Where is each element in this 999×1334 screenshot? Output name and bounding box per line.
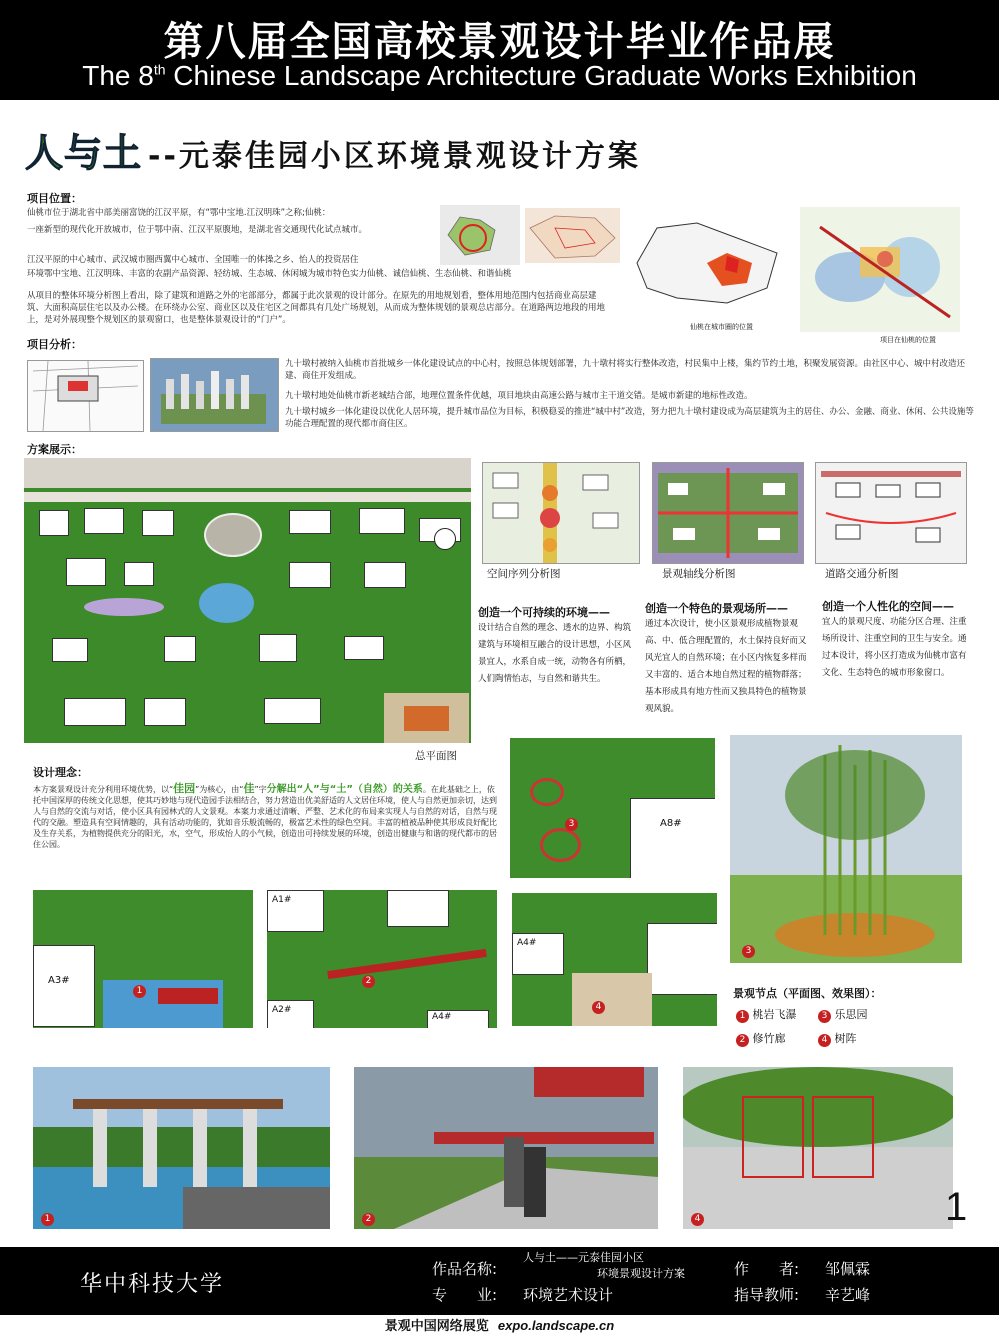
node2-plan-image: A1# A2# A4# 2 — [267, 890, 497, 1028]
waterfall-rendering: 1 — [33, 1067, 330, 1229]
spatial-sequence-diagram — [482, 462, 640, 564]
concept-heading: 设计理念： — [33, 766, 88, 779]
advisor-label: 指导教师: — [734, 1286, 800, 1304]
diag2-caption: 景观轴线分析图 — [662, 568, 736, 580]
aerial-rendering-thumbnail — [150, 358, 279, 432]
master-plan-image — [24, 458, 471, 743]
work-name-line1: 人与土——元泰佳园小区 — [523, 1251, 644, 1264]
concept-col3-title: 创造一个人性化的空间—— — [822, 600, 954, 613]
concept-col3-body: 宜人的景观尺度、功能分区合理、注重场所设计、注重空间的卫生与安全。通过本设计，将小区打造成为仙桃市富有文化、生态特色的城市形象窗口。 — [822, 617, 967, 678]
location-p1: 仙桃市位于湖北省中部美丽富饶的江汉平原，有“鄂中宝地.江汉明珠”之称;仙桃： — [27, 208, 331, 218]
analysis-p2: 九十墩村地处仙桃市新老城结合部，地理位置条件优越，项目地块由高速公路与城市主干道交错。是城市新建的地标性改造。 — [285, 391, 753, 401]
node-item-3: 3 乐思园 — [818, 1006, 868, 1023]
major-value: 环境艺术设计 — [523, 1286, 614, 1304]
node3-plan-image: A8# 3 — [510, 738, 715, 878]
university-name: 华中科技大学 — [80, 1272, 225, 1297]
tree-array-rendering: 4 — [683, 1067, 953, 1229]
advisor-name: 辛艺峰 — [825, 1286, 871, 1304]
concept-col1-body: 设计结合自然的理念、透水的边界、构筑建筑与环境相互融合的设计思想，小区风景宜人，水系自成一统，动物各有所栖，人们陶情怡志，与自然和谐共生。 — [478, 623, 632, 684]
project-title — [25, 122, 641, 175]
major-label: 专 业: — [432, 1286, 498, 1304]
expo-url[interactable]: expo.landscape.cn — [497, 1318, 615, 1333]
location-p5: 从项目的整体环境分析图上看出，除了建筑和道路之外的宅部部分，都属于此次景观的设计部分。在原先的用地规划看，整体用地范围内包括商业高层建筑、大面积高层住宅以及办公楼。在环绕办公室、商业区以及住宅区之间都具有几处广场规划，从而成为整体规划的景观总店部分。在道路两边地段的用地上，是对外展现整个规划区的景观窗口，也是整体景观设计的“门户”。 — [27, 291, 606, 325]
scheme-heading: 方案展示： — [27, 443, 82, 456]
exhibition-title-en: The 8th Chinese Landscape Architecture Graduate Works Exhibition — [82, 60, 917, 91]
project-in-xiantao-map — [800, 207, 960, 332]
location-p4: 环境鄂中宝地、江汉明珠、丰富的农副产品资源、轻纺城、生态城、休闲城为城市特色实力仙桃、诚信仙桃、生态仙桃、和谐仙桃 — [27, 269, 512, 279]
diag3-caption: 道路交通分析图 — [825, 568, 899, 580]
location-heading: 项目位置： — [27, 192, 82, 205]
analysis-p3: 九十墩村城乡一体化建设以优化人居环境，提升城市品位为目标，积极稳妥的推进“城中村”改造，努力把九十墩村建设成为高层建筑为主的居住、办公、金融、商业、休闲、公共设施等功能合理配置的现代都市商住区。 — [285, 407, 974, 429]
xiantao-in-hubei-map — [627, 208, 792, 318]
city-circle-map-image — [525, 208, 620, 263]
road-traffic-diagram — [815, 462, 967, 564]
map2-caption: 仙桃在城市圈的位置 — [690, 323, 753, 331]
bamboo-grove-rendering: 3 — [730, 735, 962, 963]
project-title-sub: --元泰佳园小区环境景观设计方案 — [148, 139, 641, 174]
concept-col2-title: 创造一个特色的景观场所—— — [645, 602, 788, 615]
node-item-2: 2 修竹廊 — [736, 1030, 786, 1047]
exhibition-header — [0, 0, 999, 100]
diag1-caption: 空间序列分析图 — [487, 568, 561, 580]
node4-plan-image: A4# 4 — [512, 893, 717, 1026]
work-name-label: 作品名称: — [432, 1260, 498, 1278]
bamboo-corridor-rendering: 2 — [354, 1067, 658, 1229]
author-label: 作 者: — [734, 1260, 800, 1278]
node1-plan-image: A3# 1 — [33, 890, 253, 1028]
analysis-heading: 项目分析： — [27, 338, 82, 351]
project-title-main: 人与土 — [25, 131, 143, 175]
concept-col2-body: 通过本次设计，使小区景观形成植物景观高、中、低合理配置的，水土保持良好而又风光宜人的自然环境；在小区内恢复多样而又丰富的、适合本地自然过程的植物群落；基本形成具有地方性而又独具特色的植物景观风貌。 — [645, 619, 807, 714]
master-plan-caption: 总平面图 — [415, 750, 457, 762]
expo-credit: 景观中国网络展览 expo.landscape.cn — [384, 1318, 615, 1334]
concept-text: 本方案景观设计充分利用环境优势，以“佳园”为核心，由“佳”字分解出“人”与“土”（自然）的关系。在此基础之上，依托中国深厚的传统文化思想，使其巧妙地与现代造园手法相结合，努力营造出优美舒适的人文居住环境，使人与自然更加亲切，达到人与自然的交流与对话，使小区具有园林式的人文景观。本案力求通过清晰、严整、艺术化的布局来实现人与自然的对话，自然与现代的交融。塑造具有空间情趣的，具有活动功能的，犹如音乐般流畅的，极富艺术性的绿色空间。丰富的植被品种使其形成良好配比及生存关系，为植物提供充分的阳光，水，空气，形成怡人的小气候，创造出可持续发展的环境，创造出健康与和谐的现代都市的居住公园。 — [33, 782, 497, 849]
work-name-line2: 环境景观设计方案 — [597, 1267, 685, 1280]
node-item-1: 1 桃岩飞瀑 — [736, 1006, 797, 1023]
location-p2: 一座新型的现代化开放城市，位于鄂中南、江汉平原腹地，是湖北省交通现代化试点城市。 — [27, 225, 368, 235]
nodes-heading: 景观节点（平面图、效果图）： — [733, 987, 882, 1000]
location-p3: 江汉平原的中心城市、武汉城市圈西翼中心城市、全国唯一的体操之乡、怡人的投资居住 — [27, 255, 359, 265]
analysis-p1: 九十墩村被纳入仙桃市首批城乡一体化建设试点的中心村，按照总体规划部署，九十墩村将实行整体改造，村民集中上楼，集约节约土地，积聚发展资源。由社区中心、城中村改造还建、商住开发组成。 — [285, 359, 966, 381]
landscape-axis-diagram — [652, 462, 804, 564]
author-name: 邹佩霖 — [825, 1260, 871, 1278]
hubei-map-image — [440, 205, 520, 265]
map3-caption: 项目在仙桃的位置 — [880, 336, 936, 344]
page-number: 1 — [945, 1185, 968, 1229]
footer — [0, 1247, 999, 1315]
concept-col1-title: 创造一个可持续的环境—— — [478, 606, 610, 619]
node-item-4: 4 树阵 — [818, 1030, 857, 1047]
exhibition-title-cn: 第八届全国高校景观设计毕业作品展 — [163, 19, 836, 65]
site-plan-thumbnail — [27, 360, 144, 432]
